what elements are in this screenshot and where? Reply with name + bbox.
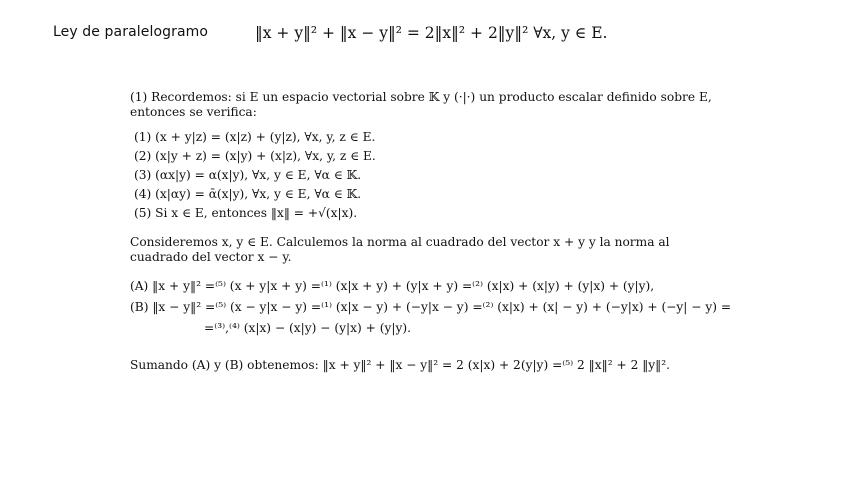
parallelogram-formula: ‖x + y‖² + ‖x − y‖² = 2‖x‖² + 2‖y‖² ∀x, y ∈ E.	[255, 24, 608, 42]
properties-list	[134, 130, 730, 225]
property-3: (3) (αx|y) = α(x|y), ∀x, y ∈ E, ∀α ∈ 𝕂.	[134, 168, 362, 182]
equation-b: (B) ‖x − y‖² =⁽⁵⁾ (x − y|x − y) =⁽¹⁾ (x|x − y) + (−y|x − y) =⁽²⁾ (x|x) + (x| − y) + (−y|x) + (−y| − y) =	[130, 300, 732, 314]
property-5: (5) Si x ∈ E, entonces ‖x‖ = +√(x|x).	[134, 206, 358, 220]
intro-paragraph: (1) Recordemos: si E un espacio vectorial sobre 𝕂 y (·|·) un producto escalar definido sobre E, entonces se verifica:	[130, 90, 712, 119]
property-1: (1) (x + y|z) = (x|z) + (y|z), ∀x, y, z ∈ E.	[134, 130, 376, 144]
equation-a: (A) ‖x + y‖² =⁽⁵⁾ (x + y|x + y) =⁽¹⁾ (x|x + y) + (y|x + y) =⁽²⁾ (x|x) + (x|y) + (y|x) + (y|y),	[130, 279, 655, 293]
proof-document	[130, 90, 730, 373]
page-title: Ley de paralelogramo	[53, 24, 209, 40]
equations-block	[130, 279, 730, 342]
property-4: (4) (x|αy) = ᾱ(x|y), ∀x, y ∈ E, ∀α ∈ 𝕂.	[134, 187, 362, 201]
property-2: (2) (x|y + z) = (x|y) + (x|z), ∀x, y, z ∈ E.	[134, 149, 376, 163]
consider-paragraph: Consideremos x, y ∈ E. Calculemos la norma al cuadrado del vector x + y y la norma al cuadrado del vector x − y.	[130, 235, 670, 264]
equation-b-continued: =⁽³⁾,⁽⁴⁾ (x|x) − (x|y) − (y|x) + (y|y).	[204, 321, 411, 335]
sum-conclusion: Sumando (A) y (B) obtenemos: ‖x + y‖² + ‖x − y‖² = 2 (x|x) + 2(y|y) =⁽⁵⁾ 2 ‖x‖² + 2 ‖y‖².	[130, 358, 671, 372]
